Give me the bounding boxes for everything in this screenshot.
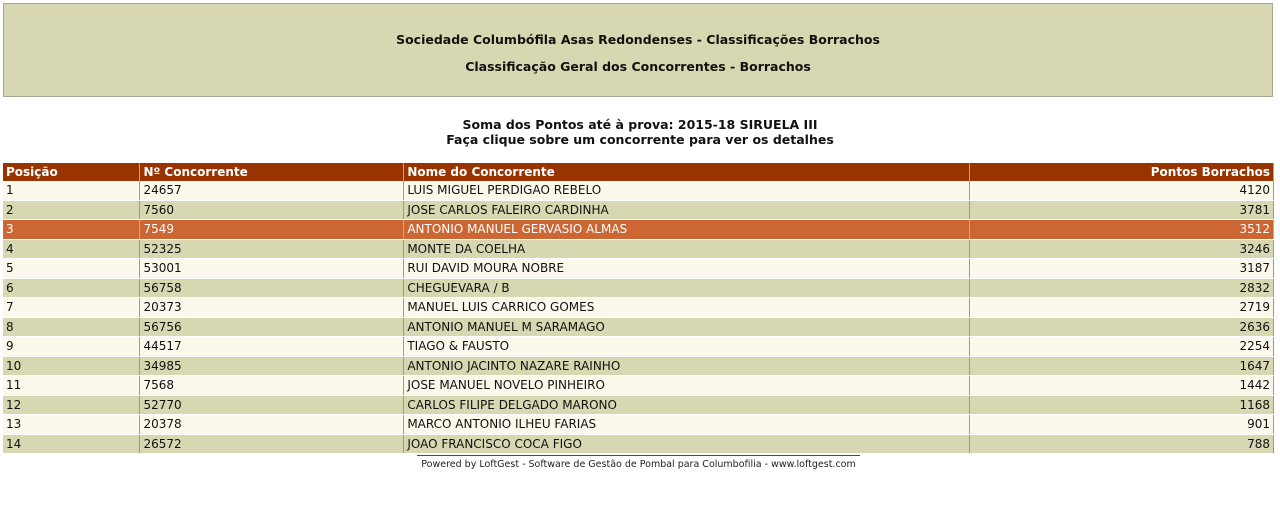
classification-table: [3, 163, 1274, 454]
table-row[interactable]: [3, 415, 1274, 435]
cell-posicao[interactable]: 11: [3, 376, 140, 396]
cell-numero[interactable]: 20378: [140, 415, 404, 435]
column-header-nome: Nome do Concorrente: [404, 163, 970, 181]
table-row[interactable]: [3, 337, 1274, 357]
cell-numero[interactable]: 24657: [140, 181, 404, 200]
cell-pontos[interactable]: 2719: [970, 298, 1274, 318]
column-header-posicao: Posição: [3, 163, 140, 181]
cell-nome[interactable]: ANTONIO JACINTO NAZARE RAINHO: [404, 356, 970, 376]
cell-pontos[interactable]: 788: [970, 434, 1274, 454]
column-header-pontos: Pontos Borrachos: [970, 163, 1274, 181]
cell-nome[interactable]: TIAGO & FAUSTO: [404, 337, 970, 357]
cell-nome[interactable]: JOSE CARLOS FALEIRO CARDINHA: [404, 200, 970, 220]
summary-text: [0, 117, 1280, 147]
cell-numero[interactable]: 53001: [140, 259, 404, 279]
cell-posicao[interactable]: 13: [3, 415, 140, 435]
table-row[interactable]: [3, 200, 1274, 220]
table-row[interactable]: [3, 259, 1274, 279]
cell-pontos[interactable]: 1168: [970, 395, 1274, 415]
cell-posicao[interactable]: 10: [3, 356, 140, 376]
cell-posicao[interactable]: 1: [3, 181, 140, 200]
column-header-numero: Nº Concorrente: [140, 163, 404, 181]
table-row[interactable]: [3, 220, 1274, 240]
cell-nome[interactable]: RUI DAVID MOURA NOBRE: [404, 259, 970, 279]
cell-nome[interactable]: MANUEL LUIS CARRICO GOMES: [404, 298, 970, 318]
page-title: Sociedade Columbófila Asas Redondenses - Classificações Borrachos: [396, 32, 880, 47]
table-header-row: [3, 163, 1274, 181]
cell-pontos[interactable]: 2254: [970, 337, 1274, 357]
cell-numero[interactable]: 56756: [140, 317, 404, 337]
cell-numero[interactable]: 7560: [140, 200, 404, 220]
cell-posicao[interactable]: 2: [3, 200, 140, 220]
cell-pontos[interactable]: 3246: [970, 239, 1274, 259]
table-row[interactable]: [3, 376, 1274, 396]
cell-posicao[interactable]: 4: [3, 239, 140, 259]
cell-posicao[interactable]: 14: [3, 434, 140, 454]
cell-nome[interactable]: MARCO ANTONIO ILHEU FARIAS: [404, 415, 970, 435]
page-header: [3, 3, 1273, 97]
cell-numero[interactable]: 7568: [140, 376, 404, 396]
cell-pontos[interactable]: 3187: [970, 259, 1274, 279]
cell-nome[interactable]: CHEGUEVARA / B: [404, 278, 970, 298]
summary-line-instructions: Faça clique sobre um concorrente para ver os detalhes: [446, 132, 834, 147]
cell-posicao[interactable]: 3: [3, 220, 140, 240]
cell-posicao[interactable]: 9: [3, 337, 140, 357]
table-row[interactable]: [3, 298, 1274, 318]
cell-posicao[interactable]: 8: [3, 317, 140, 337]
table-row[interactable]: [3, 356, 1274, 376]
table-row[interactable]: [3, 239, 1274, 259]
cell-posicao[interactable]: 5: [3, 259, 140, 279]
cell-nome[interactable]: JOAO FRANCISCO COCA FIGO: [404, 434, 970, 454]
cell-pontos[interactable]: 3512: [970, 220, 1274, 240]
cell-numero[interactable]: 56758: [140, 278, 404, 298]
cell-numero[interactable]: 20373: [140, 298, 404, 318]
cell-nome[interactable]: ANTONIO MANUEL M SARAMAGO: [404, 317, 970, 337]
cell-numero[interactable]: 52325: [140, 239, 404, 259]
cell-nome[interactable]: CARLOS FILIPE DELGADO MARONO: [404, 395, 970, 415]
cell-pontos[interactable]: 901: [970, 415, 1274, 435]
table-row[interactable]: [3, 278, 1274, 298]
cell-posicao[interactable]: 12: [3, 395, 140, 415]
page-subtitle: Classificação Geral dos Concorrentes - Borrachos: [465, 59, 811, 74]
table-row[interactable]: [3, 434, 1274, 454]
cell-nome[interactable]: JOSE MANUEL NOVELO PINHEIRO: [404, 376, 970, 396]
cell-nome[interactable]: ANTONIO MANUEL GERVASIO ALMAS: [404, 220, 970, 240]
cell-numero[interactable]: 7549: [140, 220, 404, 240]
cell-numero[interactable]: 26572: [140, 434, 404, 454]
cell-pontos[interactable]: 4120: [970, 181, 1274, 200]
cell-pontos[interactable]: 1647: [970, 356, 1274, 376]
table-row[interactable]: [3, 181, 1274, 200]
cell-pontos[interactable]: 2636: [970, 317, 1274, 337]
cell-numero[interactable]: 34985: [140, 356, 404, 376]
table-row[interactable]: [3, 317, 1274, 337]
cell-numero[interactable]: 44517: [140, 337, 404, 357]
cell-numero[interactable]: 52770: [140, 395, 404, 415]
cell-posicao[interactable]: 7: [3, 298, 140, 318]
summary-line-prova: Soma dos Pontos até à prova: 2015-18 SIRUELA III: [462, 117, 818, 132]
cell-nome[interactable]: MONTE DA COELHA: [404, 239, 970, 259]
cell-pontos[interactable]: 3781: [970, 200, 1274, 220]
table-row[interactable]: [3, 395, 1274, 415]
footer-powered-by: Powered by LoftGest - Software de Gestão de Pombal para Columbofilia - www.loftgest.com: [417, 455, 860, 470]
cell-posicao[interactable]: 6: [3, 278, 140, 298]
cell-pontos[interactable]: 2832: [970, 278, 1274, 298]
cell-nome[interactable]: LUIS MIGUEL PERDIGAO REBELO: [404, 181, 970, 200]
cell-pontos[interactable]: 1442: [970, 376, 1274, 396]
